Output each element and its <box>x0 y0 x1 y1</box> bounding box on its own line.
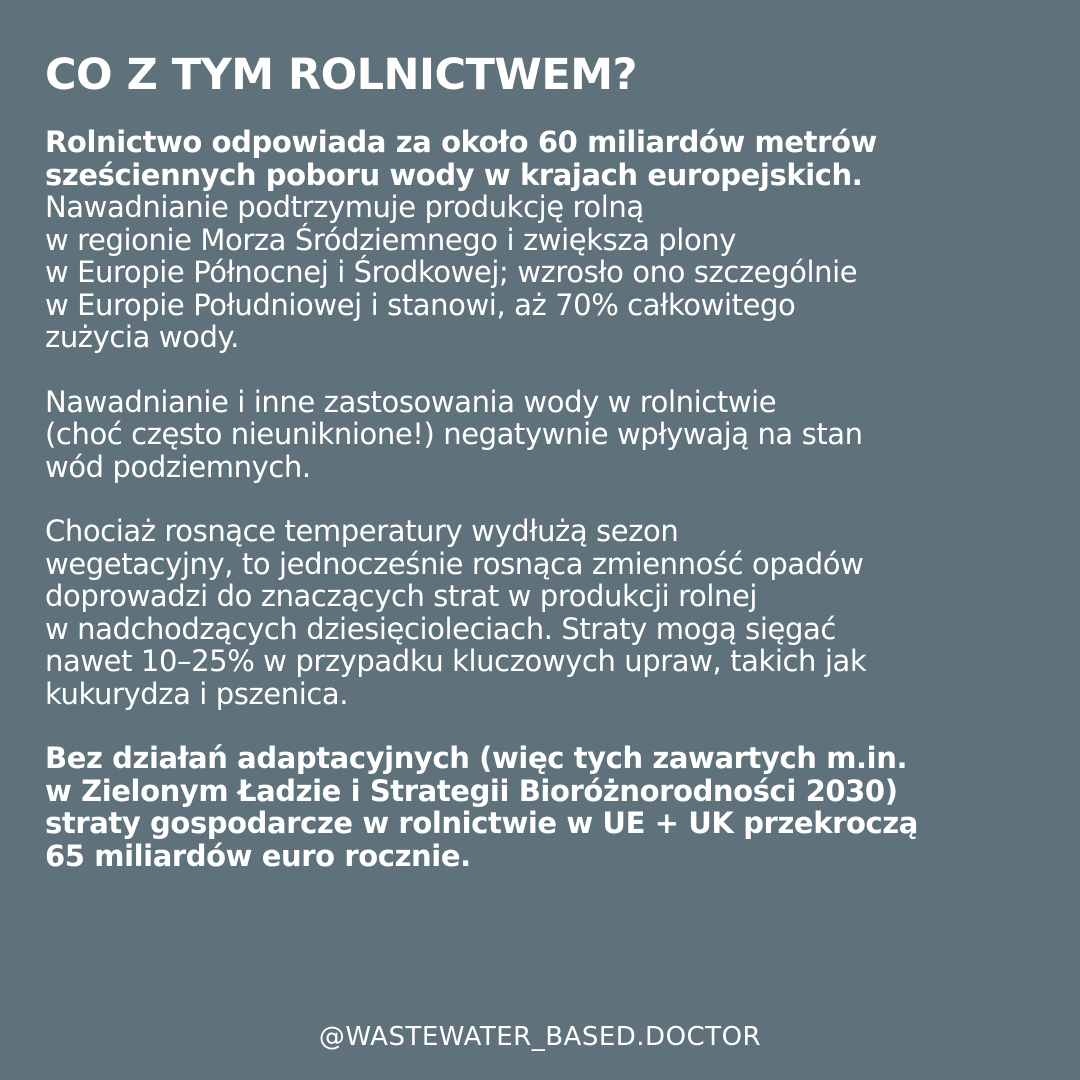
paragraph-3-line: w nadchodzących dziesięcioleciach. Straty mogą sięgać <box>45 611 836 646</box>
paragraph-3-line: wegetacyjny, to jednocześnie rosnąca zmienność opadów <box>45 546 864 581</box>
paragraph-2-line: Nawadnianie i inne zastosowania wody w rolnictwie <box>45 384 777 419</box>
paragraph-2-line: wód podziemnych. <box>45 449 311 484</box>
paragraph-1-line: zużycia wody. <box>45 320 239 354</box>
paragraph-1-line: w Europie Południowej i stanowi, aż 70% całkowitego <box>45 287 796 322</box>
paragraph-1 <box>45 126 1045 354</box>
footer-handle: @WASTEWATER_BASED.DOCTOR <box>318 1022 762 1052</box>
paragraph-4-bold-line: w Zielonym Ładzie i Strategii Bioróżnorodności 2030) <box>45 773 898 808</box>
paragraph-3-line: kukurydza i pszenica. <box>45 676 349 711</box>
paragraph-2 <box>45 386 1045 484</box>
paragraph-2-line: (choć często nieuniknione!) negatywnie wpływają na stan <box>45 417 863 451</box>
paragraph-3 <box>45 515 1045 710</box>
paragraph-1-line: w Europie Północnej i Środkowej; wzrosło ono szczególnie <box>45 255 858 289</box>
paragraph-3-line: nawet 10–25% w przypadku kluczowych upraw, takich jak <box>45 644 867 678</box>
paragraph-1-bold-line: sześciennych poboru wody w krajach europejskich. <box>45 157 863 192</box>
content <box>45 50 1045 872</box>
paragraph-gap <box>45 483 1045 515</box>
paragraph-3-line: doprowadzi do znaczących strat w produkcji rolnej <box>45 579 758 613</box>
paragraph-4 <box>45 742 1045 872</box>
paragraph-4-bold-line: 65 miliardów euro rocznie. <box>45 838 471 873</box>
paragraph-4-bold-line: Bez działań adaptacyjnych (więc tych zawartych m.in. <box>45 741 908 775</box>
paragraph-1-line: Nawadnianie podtrzymuje produkcję rolną <box>45 190 644 224</box>
paragraph-4-bold-line: straty gospodarcze w rolnictwie w UE + UK przekroczą <box>45 806 918 840</box>
page-title: CO Z TYM ROLNICTWEM? <box>45 50 637 100</box>
paragraph-gap <box>45 354 1045 386</box>
paragraph-1-line: w regionie Morza Śródziemnego i zwiększa plony <box>45 222 737 257</box>
paragraph-1-bold-line: Rolnictwo odpowiada za około 60 miliardów metrów <box>45 125 877 159</box>
paragraph-gap <box>45 710 1045 742</box>
paragraph-3-line: Chociaż rosnące temperatury wydłużą sezon <box>45 514 679 548</box>
